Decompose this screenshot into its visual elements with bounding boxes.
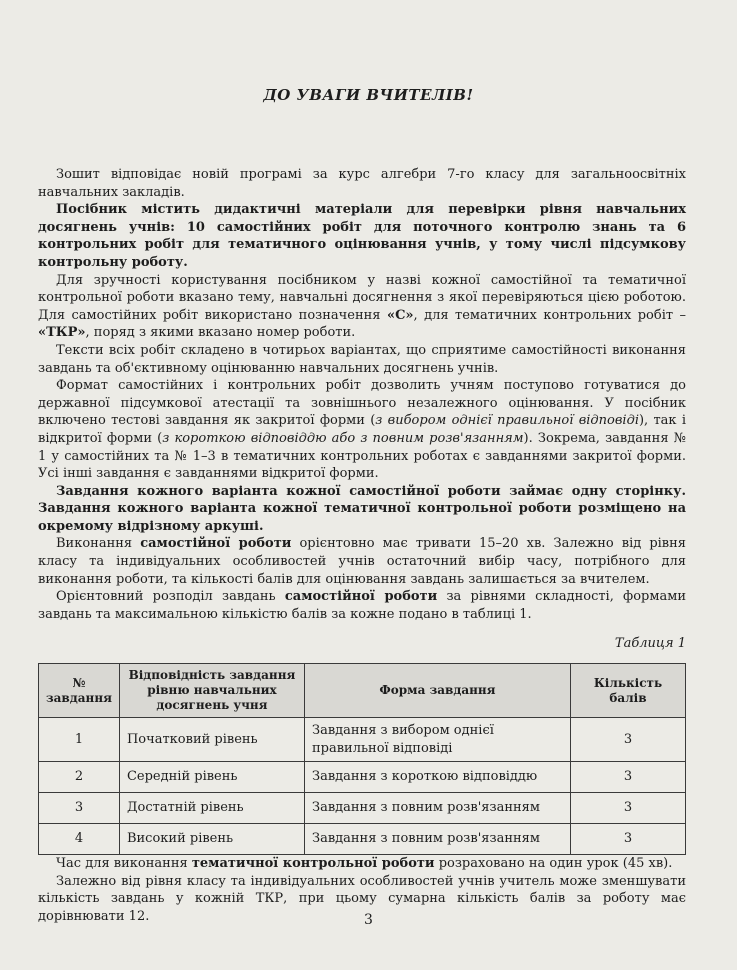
cell-points: 3 [571, 824, 686, 855]
paragraph-contents: Посібник містить дидактичні матеріали для перевірки рівня навчальних досягнень учнів: 10 самостійних робіт для поточного контролю знань та 6 контрольних робіт для тематичного оцінювання учнів, у тому числі підсумкову контрольну роботу. [38, 202, 686, 270]
table-caption: Таблиця 1 [614, 636, 686, 652]
cell-points: 3 [571, 718, 686, 762]
header-form: Форма завдання [304, 664, 570, 718]
page-number: 3 [364, 912, 373, 928]
cell-task-number: 1 [39, 718, 120, 762]
paragraph-scoring: Залежно від рівня класу та індивідуальних особливостей учнів учитель може зменшувати кількість завдань у кожній ТКР, при цьому сумарна кількість балів за роботу має дорівнювати 12. [38, 873, 686, 924]
cell-points: 3 [571, 793, 686, 824]
header-task-number: № завдання [39, 664, 120, 718]
page-title: ДО УВАГИ ВЧИТЕЛІВ! [263, 86, 474, 104]
tasks-table [38, 663, 686, 855]
cell-task-number: 4 [39, 824, 120, 855]
cell-form: Завдання з короткою відповіддю [304, 762, 570, 793]
cell-level: Початковий рівень [119, 718, 304, 762]
table-row [39, 793, 686, 824]
cell-task-number: 3 [39, 793, 120, 824]
cell-level: Середній рівень [119, 762, 304, 793]
cell-form: Завдання з вибором однієї правильної відповіді [304, 718, 570, 762]
table-row [39, 718, 686, 762]
table-row [39, 762, 686, 793]
paragraph-notation: Для зручності користування посібником у назві кожної самостійної та тематичної контрольної роботи вказано тему, навчальні досягнення з якої перевіряються цією роботою. Для самостійних робіт використано позначення «С», для тематичних контрольних робіт – «ТКР», поряд з якими вказано номер роботи. [38, 272, 686, 341]
cell-form: Завдання з повним розв'язанням [304, 793, 570, 824]
cell-form: Завдання з повним розв'язанням [304, 824, 570, 855]
paragraph-duration: Виконання самостійної роботи орієнтовно має тривати 15–20 хв. Залежно від рівня класу та індивідуальних особливостей учнів остаточний вибір часу, потрібного для виконання роботи, та кількості балів для оцінювання завдань залишається за вчителем. [38, 536, 686, 587]
header-level: Відповідність завдання рівню навчальних досягнень учня [119, 664, 304, 718]
paragraph-variants: Тексти всіх робіт складено в чотирьох варіантах, що сприятиме самостійності виконання завдань та об'єктивному оцінюванню навчальних досягнень учнів. [38, 342, 686, 376]
cell-level: Достатній рівень [119, 793, 304, 824]
paragraph-layout: Завдання кожного варіанта кожної самостійної роботи займає одну сторінку. Завдання кожного варіанта кожної тематичної контрольної роботи розміщено на окремому відрізному аркуші. [38, 483, 686, 534]
cell-level: Високий рівень [119, 824, 304, 855]
cell-points: 3 [571, 762, 686, 793]
header-points: Кількість балів [571, 664, 686, 718]
paragraph-format: Формат самостійних і контрольних робіт дозволить учням поступово готуватися до державної підсумкової атестації та зовнішнього незалежного оцінювання. У посібник включено тестові завдання як закритої форми (з вибором однієї правильної відповіді), так і відкритої форми (з короткою відповіддю або з повним розв'язанням). Зокрема, завдання № 1 у самостійних та № 1–3 в тематичних контрольних роботах є завданнями закритої форми. Усі інші завдання є завданнями відкритої форми. [38, 378, 686, 482]
document-body [38, 166, 686, 926]
paragraph-test-time: Час для виконання тематичної контрольної роботи розраховано на один урок (45 хв). [56, 856, 673, 872]
table-row [39, 824, 686, 855]
paragraph-program: Зошит відповідає новій програмі за курс алгебри 7-го класу для загальноосвітніх навчальних закладів. [38, 167, 686, 200]
paragraph-distribution: Орієнтовний розподіл завдань самостійної роботи за рівнями складності, формами завдань та максимальною кількістю балів за кожне подано в таблиці 1. [38, 589, 687, 622]
cell-task-number: 2 [39, 762, 120, 793]
table-header-row [39, 664, 686, 718]
